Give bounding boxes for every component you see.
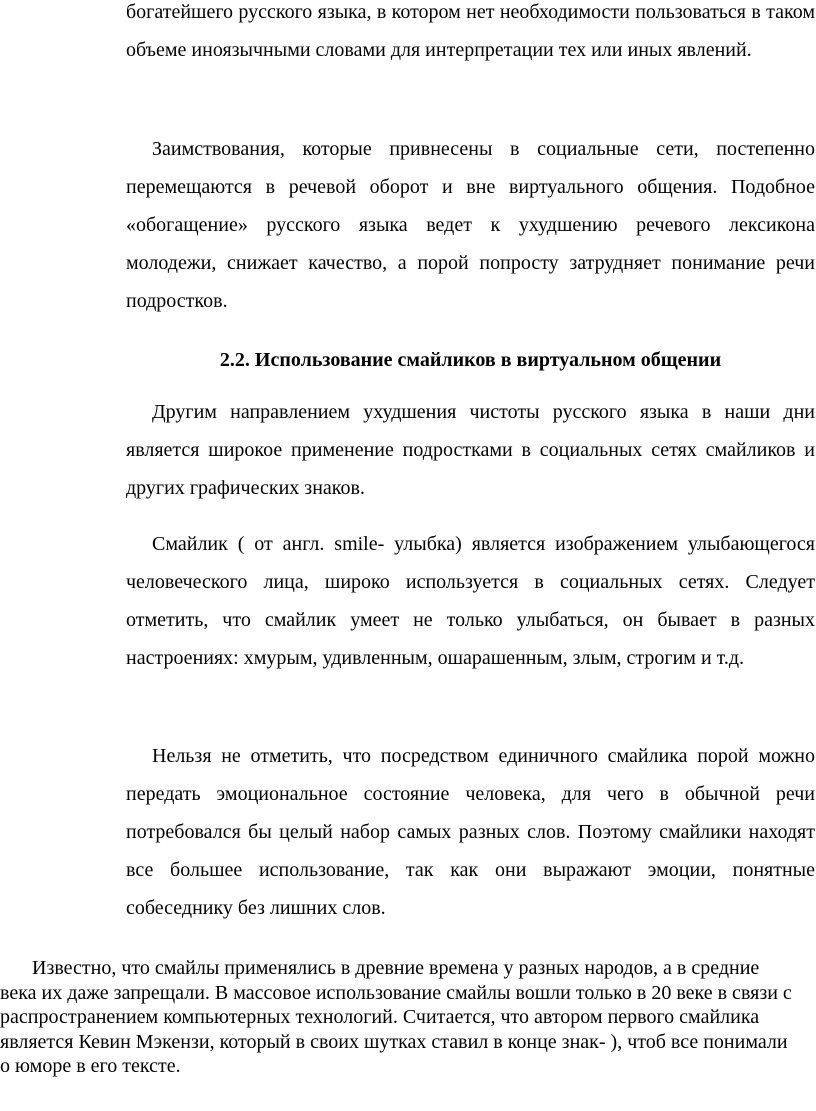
section-heading: 2.2. Использование смайликов в виртуальном общении bbox=[219, 349, 722, 371]
paragraph-history: Известно, что смайлы применялись в древние времена у разных народов, а в средние века их даже запрещали. В массовое использование смайлы вошли только в 20 веке в связи с распространением компьютерных технологий. Считается, что автором первого смайлика является Кевин Мэкензи, который в своих шутках ставил в конце знак- ), чтоб все понимали о юморе в его тексте. bbox=[0, 957, 792, 1078]
paragraph-borrowings: Заимствования, которые привнесены в социальные сети, постепенно перемещаются в речевой оборот и вне виртуального общения. Подобное «обогащение» русского языка ведет к ухудшению речевого лексикона молодежи, снижает качество, а порой попросту затрудняет понимание речи подростков. bbox=[126, 138, 815, 312]
paragraph-continuation: богатейшего русского языка, в котором нет необходимости пользоваться в таком объеме иноязычными словами для интерпретации тех или иных явлений. bbox=[126, 1, 815, 61]
paragraph-smiley-definition: Смайлик ( от англ. smile- улыбка) является изображением улыбающегося человеческого лица, широко используется в социальных сетях. Следует отметить, что смайлик умеет не только улыбаться, он бывает в разных настроениях: хмурым, удивленным, ошарашенным, злым, строгим и т.д. bbox=[126, 533, 815, 669]
paragraph-emotions: Нельзя не отметить, что посредством единичного смайлика порой можно передать эмоциональное состояние человека, для чего в обычной речи потребовался бы целый набор самых разных слов. Поэтому смайлики находят все большее использование, так как они выражают эмоции, понятные собеседнику без лишних слов. bbox=[126, 745, 815, 919]
paragraph-smileys-intro: Другим направлением ухудшения чистоты русского языка в наши дни является широкое применение подростками в социальных сетях смайликов и других графических знаков. bbox=[126, 401, 815, 499]
